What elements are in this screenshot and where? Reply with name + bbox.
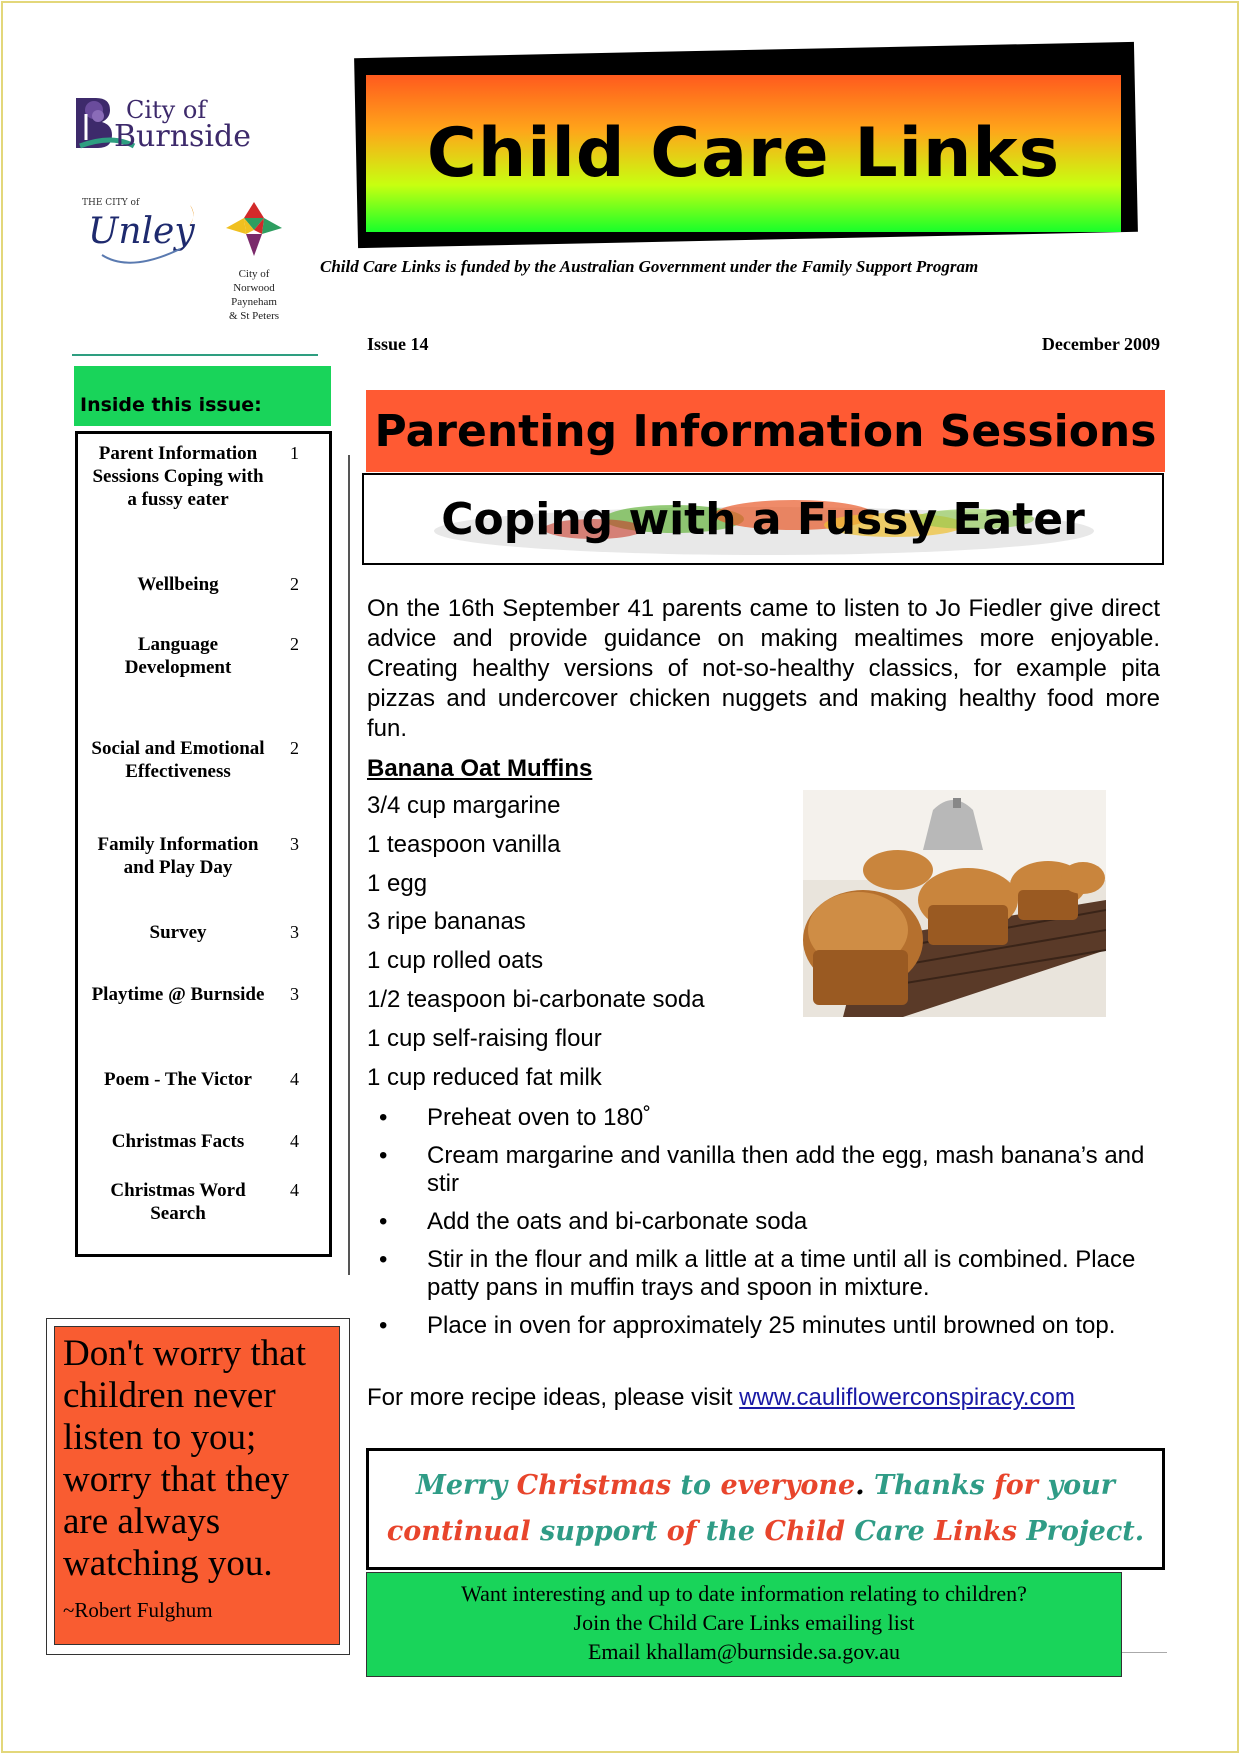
method-steps xyxy=(367,1104,1167,1340)
toc-label: Language Development xyxy=(124,634,232,678)
quote-author: ~Robert Fulghum xyxy=(63,1598,213,1622)
table-of-contents xyxy=(75,431,332,1257)
muffin-photo xyxy=(803,790,1106,1017)
greeting-word: for xyxy=(994,1470,1048,1501)
section-header xyxy=(366,390,1165,472)
greeting-word: Thanks xyxy=(874,1470,995,1501)
toc-label: Playtime @ Burnside xyxy=(91,984,265,1005)
method-step: • Place in oven for approximately 25 minutes until browned on top. xyxy=(367,1312,1167,1340)
toc-label: Family Information and Play Day xyxy=(97,834,259,878)
method-step: • Add the oats and bi-carbonate soda xyxy=(367,1208,1167,1236)
ingredient-list xyxy=(367,792,705,1102)
greeting-word: to xyxy=(680,1470,721,1501)
logo-divider xyxy=(72,354,318,356)
method-step: • Preheat oven to 180˚ xyxy=(367,1104,1167,1132)
more-recipes-text: For more recipe ideas, please visit xyxy=(367,1384,740,1411)
norwood-line: Payneham xyxy=(231,296,277,308)
issue-number: Issue 14 xyxy=(367,334,429,354)
quote-box xyxy=(54,1326,340,1645)
toc-label: Christmas Facts xyxy=(111,1131,245,1152)
ingredient-item: 3 ripe bananas xyxy=(367,908,526,936)
footer-rule xyxy=(1122,1652,1167,1653)
greeting-word: everyone xyxy=(720,1470,856,1501)
section-title: Parenting Information Sessions xyxy=(374,405,1157,457)
more-recipes-line xyxy=(367,1384,1075,1412)
ingredient-item: 1 cup self-raising flour xyxy=(367,1024,602,1052)
toc-page: 1 xyxy=(290,443,299,463)
quote-body: Don't worry that children never listen to you; worry that they are always watching you. xyxy=(63,1333,307,1584)
greeting-word: the xyxy=(705,1516,765,1547)
unley-logo-small: THE CITY of xyxy=(82,198,140,208)
unley-logo-name: Unley xyxy=(88,211,195,252)
mailing-list-email[interactable]: Email khallam@burnside.sa.gov.au xyxy=(587,1639,901,1664)
christmas-greeting-box xyxy=(366,1448,1165,1570)
inside-issue-heading: Inside this issue: xyxy=(80,394,262,416)
quote-text xyxy=(63,1333,331,1631)
ingredient-item: 1/2 teaspoon bi-carbonate soda xyxy=(367,985,705,1013)
ingredient-item: 1 cup reduced fat milk xyxy=(367,1063,602,1091)
toc-page: 4 xyxy=(290,1180,299,1200)
toc-label: Survey xyxy=(149,922,207,943)
mailing-list-line: Want interesting and up to date information relating to children? xyxy=(461,1581,1027,1606)
greeting-word: support xyxy=(540,1516,667,1547)
greeting-word: Project. xyxy=(1026,1516,1145,1547)
toc-page: 4 xyxy=(290,1069,299,1089)
norwood-line: & St Peters xyxy=(228,310,280,322)
toc-label: Christmas Word Search xyxy=(110,1180,246,1224)
toc-label: Parent Information Sessions Coping with a fussy eater xyxy=(92,443,264,510)
toc-label: Social and Emotional Effectiveness xyxy=(91,738,265,782)
norwood-line: Norwood xyxy=(233,282,275,294)
subtitle-banner xyxy=(362,473,1164,565)
greeting-word: Links xyxy=(934,1516,1027,1547)
column-divider xyxy=(348,455,350,1275)
toc-label: Wellbeing xyxy=(137,574,219,595)
toc-page: 3 xyxy=(290,922,299,942)
method-step: • Stir in the flour and milk a little at a time until all is combined. Place patty pans in muffin trays and spoon in mixture. xyxy=(367,1246,1167,1302)
toc-page: 2 xyxy=(290,574,299,594)
greeting-word: your xyxy=(1047,1470,1115,1501)
greeting-word: Care xyxy=(854,1516,935,1547)
greeting-word: Child xyxy=(764,1516,855,1547)
recipe-website-link[interactable]: www.cauliflowerconspiracy.com xyxy=(739,1384,1075,1411)
intro-paragraph: On the 16th September 41 parents came to listen to Jo Fiedler give direct advice and provide guidance on making mealtimes more enjoyable. Creating healthy versions of not-so-healthy classics, for example pita pizzas and undercover chicken nuggets and making healthy food more fun. xyxy=(367,595,1160,742)
mailing-list-box xyxy=(366,1572,1122,1677)
recipe-title: Banana Oat Muffins xyxy=(367,755,593,782)
toc-page: 4 xyxy=(290,1131,299,1151)
burnside-logo-line2: Burnside xyxy=(114,119,251,154)
unley-logo xyxy=(80,195,210,285)
toc-page: 3 xyxy=(290,834,299,854)
inside-issue-header xyxy=(74,366,331,426)
issue-date: December 2009 xyxy=(1041,334,1160,354)
toc-label: Poem - The Victor xyxy=(104,1069,252,1090)
burnside-logo xyxy=(72,90,272,160)
ingredient-item: 1 teaspoon vanilla xyxy=(367,830,561,858)
greeting-word: . xyxy=(855,1470,875,1501)
masthead-banner xyxy=(366,75,1121,232)
burnside-logo-line1: City of xyxy=(126,96,207,124)
greeting-word: Christmas xyxy=(516,1470,681,1501)
toc-page: 2 xyxy=(290,738,299,758)
method-step: • Cream margarine and vanilla then add the egg, mash banana’s and stir xyxy=(367,1142,1167,1198)
greeting-word: Merry xyxy=(415,1470,517,1501)
ingredient-item: 3/4 cup margarine xyxy=(367,792,561,819)
mailing-list-line: Join the Child Care Links emailing list xyxy=(573,1610,915,1635)
greeting-word: of xyxy=(666,1516,706,1547)
greeting-word: continual xyxy=(386,1516,541,1547)
toc-page: 2 xyxy=(290,634,299,654)
norwood-logo-text xyxy=(222,267,286,323)
norwood-line: City of xyxy=(238,268,270,280)
toc-page: 3 xyxy=(290,984,299,1004)
ingredient-item: 1 egg xyxy=(367,869,428,897)
funding-statement: Child Care Links is funded by the Australian Government under the Family Support Program xyxy=(320,257,979,276)
christmas-greeting xyxy=(386,1463,1146,1555)
masthead-title: Child Care Links xyxy=(426,114,1061,193)
norwood-logo xyxy=(222,200,286,340)
subtitle-text: Coping with a Fussy Eater xyxy=(441,493,1085,545)
ingredient-item: 1 cup rolled oats xyxy=(367,947,544,975)
